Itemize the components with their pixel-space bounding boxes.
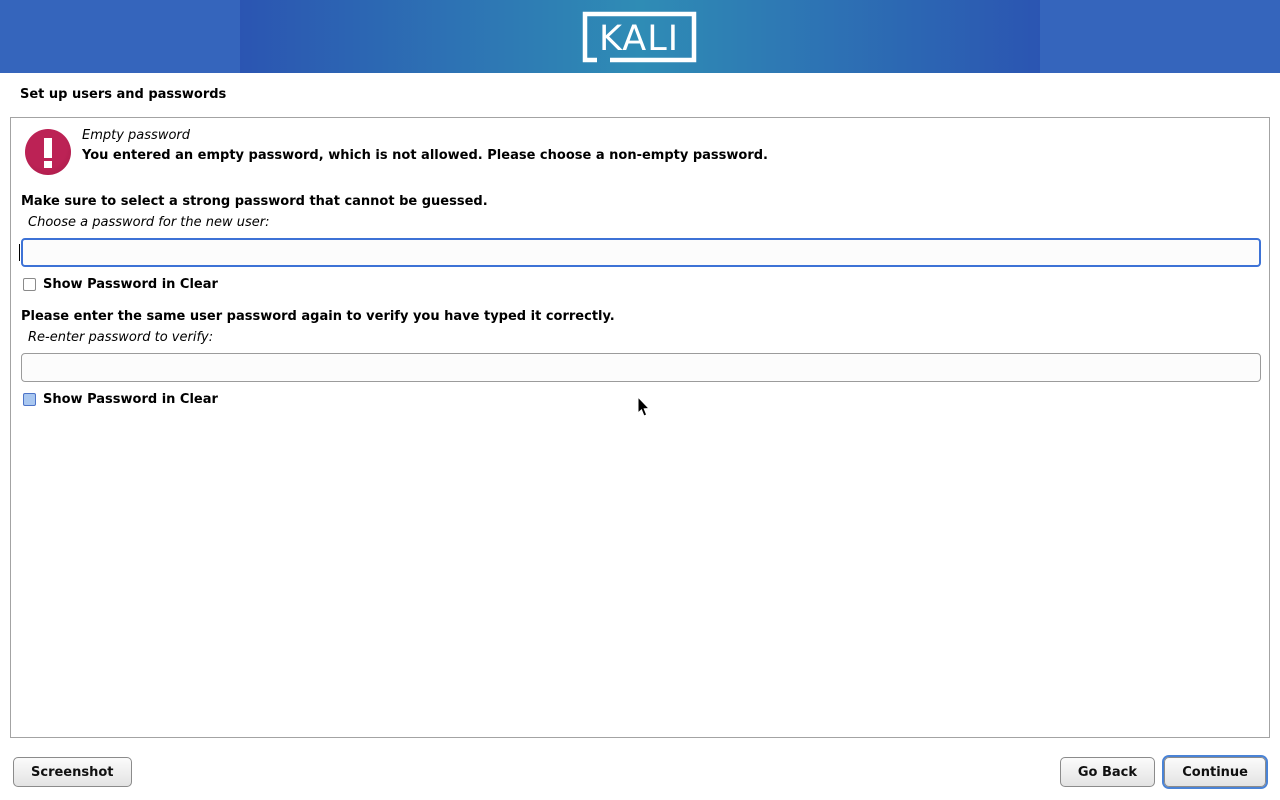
kali-logo-text: KALI [598, 19, 680, 59]
show-password-checkbox[interactable] [23, 278, 36, 291]
password-input[interactable] [21, 238, 1261, 267]
show-password-label: Show Password in Clear [43, 277, 218, 292]
verify-section-heading: Please enter the same user password again to verify you have typed it correctly. [21, 309, 615, 324]
show-password-verify-label: Show Password in Clear [43, 392, 218, 407]
verify-password-input[interactable] [21, 353, 1261, 382]
mouse-cursor-icon [637, 397, 651, 422]
screenshot-button[interactable]: Screenshot [13, 757, 132, 787]
kali-logo-icon [582, 11, 698, 67]
error-message: You entered an empty password, which is not allowed. Please choose a non-empty password. [82, 148, 768, 163]
installer-banner [0, 0, 1280, 73]
verify-field-label: Re-enter password to verify: [28, 330, 214, 345]
show-password-checkbox-row[interactable] [23, 277, 218, 292]
setup-users-panel [10, 117, 1270, 738]
show-password-verify-checkbox[interactable] [23, 393, 36, 406]
password-field-label: Choose a password for the new user: [28, 215, 270, 230]
text-caret [19, 244, 20, 261]
password-section-heading: Make sure to select a strong password that cannot be guessed. [21, 194, 488, 209]
continue-button[interactable]: Continue [1164, 757, 1266, 787]
page-title: Set up users and passwords [20, 87, 227, 102]
error-title: Empty password [82, 128, 190, 143]
error-exclamation-icon [25, 129, 71, 175]
show-password-verify-checkbox-row[interactable] [23, 392, 218, 407]
go-back-button[interactable]: Go Back [1060, 757, 1155, 787]
